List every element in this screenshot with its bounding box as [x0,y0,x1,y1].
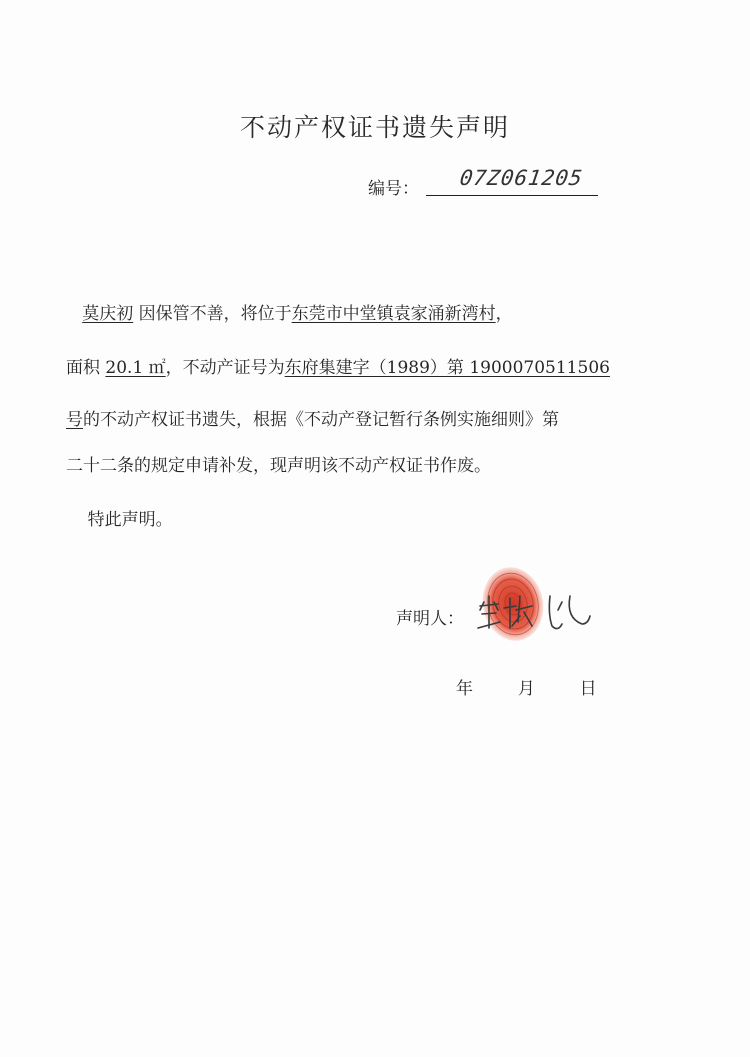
date-day: 日 [579,679,597,699]
cert-number: 东府集建字（1989）第 1900070511506 [284,358,610,378]
number-field [368,166,608,200]
line3-text: 的不动产权证书遗失，根据《不动产登记暂行条例实施细则》第 [83,410,559,430]
cert-number-end: 号 [66,410,83,430]
paragraph-line-1 [66,304,666,324]
fingerprint-signature-svg [458,566,598,646]
line1-text: 因保管不善，将位于 [133,304,292,324]
closing-statement [66,510,666,530]
closing-text: 特此声明。 [87,510,173,530]
number-underline [426,195,598,196]
number-label: 编号： [368,179,419,199]
date-month: 月 [517,679,535,699]
number-value: 07Z061205 [458,166,585,190]
document-title: 不动产权证书遗失声明 [239,113,510,142]
paragraph-line-2 [66,358,666,378]
owner-name: 莫庆初 [82,304,134,324]
date-row [456,674,597,699]
paragraph-line-4: 二十二条的规定申请补发，现声明该不动产权证书作废。 [66,456,491,476]
cert-label: ，不动产证号为 [165,358,285,378]
paragraph-line-3 [66,410,666,430]
property-address: 东莞市中堂镇袁家涌新湾村 [291,304,496,324]
date-year: 年 [456,679,473,699]
area-value: 20.1 ㎡ [105,358,166,378]
area-label: 面积 [66,358,106,378]
signature-area [458,566,598,646]
declarant-label: 声明人： [396,609,464,629]
line1-end: ， [495,304,513,324]
